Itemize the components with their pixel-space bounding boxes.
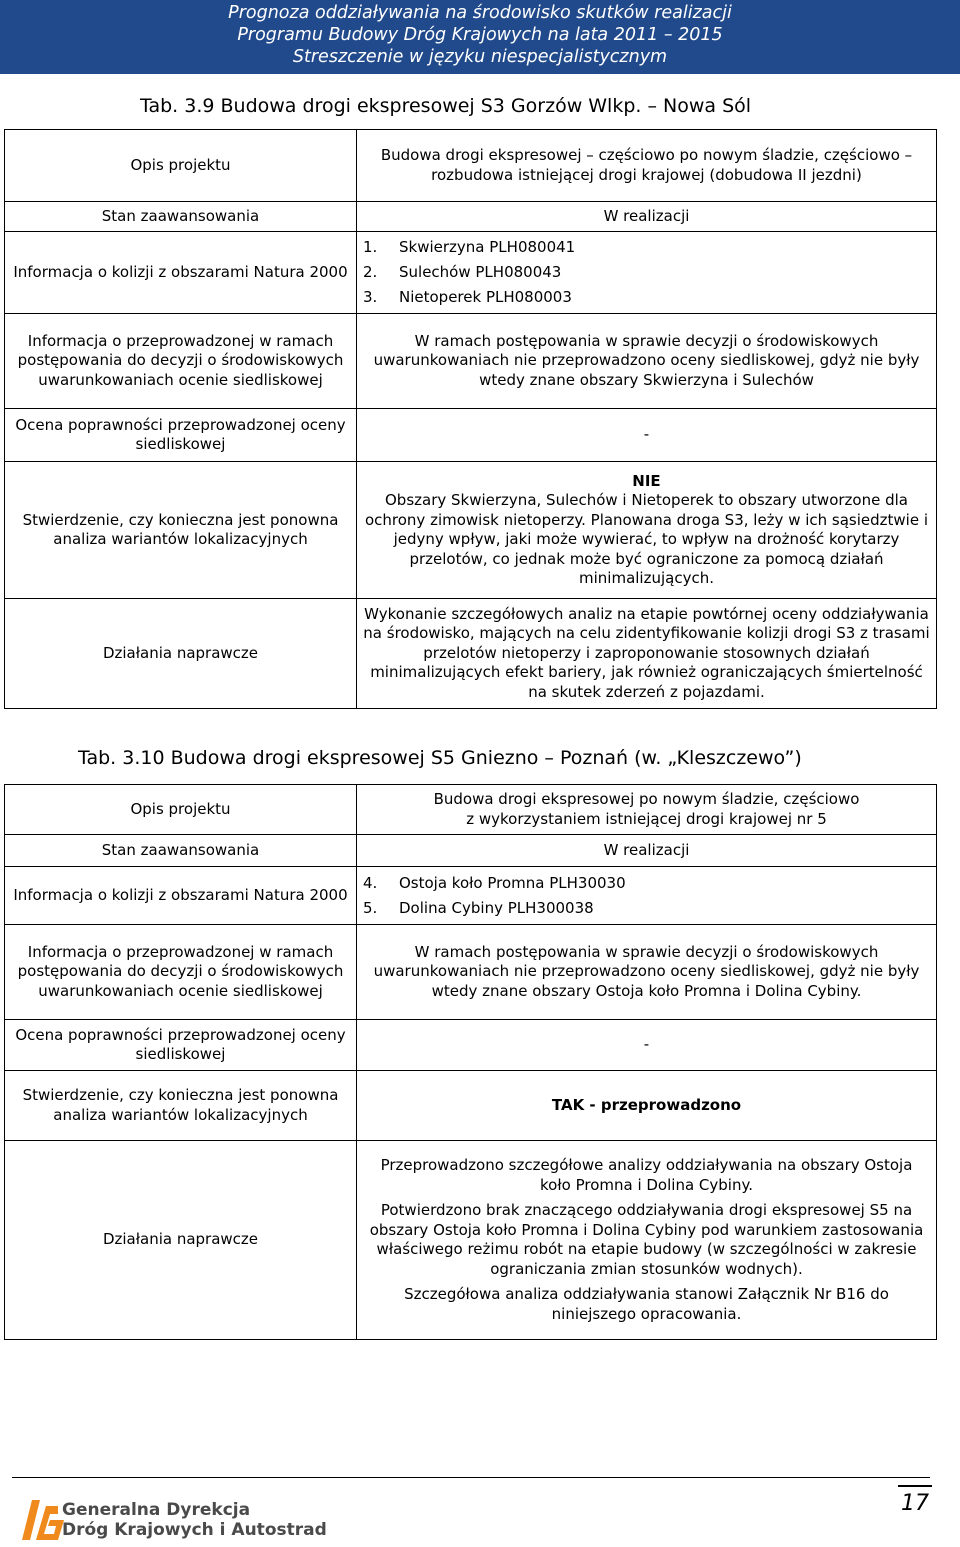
row-label: Stan zaawansowania [5, 202, 357, 232]
table-row [5, 314, 937, 409]
row-label: Informacja o przeprowadzonej w ramach postępowania do decyzji o środowiskowych uwarunkowaniach ocenie siedliskowej [5, 925, 357, 1020]
table-row [5, 867, 937, 925]
row-value: Wykonanie szczegółowych analiz na etapie powtórnej oceny oddziaływania na środowisko, mających na celu zidentyfikowanie kolizji drogi S3 z trasami przelotów nietoperzy i zaproponowanie stosownych działań minimalizujących efekt bariery, jak również ograniczających śmiertelność na skutek zderzeń z pojazdami. [357, 599, 937, 709]
logo-line-2: Dróg Krajowych i Autostrad [62, 1520, 327, 1540]
natura-list [363, 235, 930, 310]
row-label: Informacja o kolizji z obszarami Natura 2000 [5, 232, 357, 314]
row-value: Budowa drogi ekspresowej po nowym śladzie, częściowo z wykorzystaniem istniejącej drogi krajowej nr 5 [357, 785, 937, 835]
table-row [5, 1020, 937, 1071]
row-label: Informacja o kolizji z obszarami Natura 2000 [5, 867, 357, 925]
logo-wordmark [62, 1500, 327, 1540]
table-1 [4, 129, 937, 709]
header-line-1: Prognoza oddziaływania na środowisko skutków realizacji [228, 3, 732, 23]
natura-list [363, 871, 930, 921]
row-label: Stan zaawansowania [5, 835, 357, 867]
table-row [5, 1071, 937, 1141]
row-label: Stwierdzenie, czy konieczna jest ponowna analiza wariantów lokalizacyjnych [5, 462, 357, 599]
logo-line-1: Generalna Dyrekcja [62, 1500, 251, 1520]
table-row [5, 785, 937, 835]
row-label: Stwierdzenie, czy konieczna jest ponowna analiza wariantów lokalizacyjnych [5, 1071, 357, 1141]
paragraph: Przeprowadzono szczegółowe analizy oddziaływania na obszary Ostoja koło Promna i Dolina Cybiny. [380, 1156, 913, 1194]
list-item: 2. Sulechów PLH080043 [363, 263, 562, 281]
row-label: Działania naprawcze [5, 599, 357, 709]
header-line-3: Streszczenie w języku niespecjalistycznym [292, 47, 668, 67]
row-label: Ocena poprawności przeprowadzonej oceny siedliskowej [5, 1020, 357, 1071]
row-value: - [357, 1020, 937, 1071]
row-label: Informacja o przeprowadzonej w ramach postępowania do decyzji o środowiskowych uwarunkowaniach ocenie siedliskowej [5, 314, 357, 409]
row-value: TAK - przeprowadzono [357, 1071, 937, 1141]
table-row [5, 409, 937, 462]
header-line-2: Programu Budowy Dróg Krajowych na lata 2011 – 2015 [237, 25, 723, 45]
row-value: W ramach postępowania w sprawie decyzji o środowiskowych uwarunkowaniach nie przeprowadzono oceny siedliskowej, gdyż nie były wtedy znane obszary Ostoja koło Promna i Dolina Cybiny. [357, 925, 937, 1020]
row-label: Ocena poprawności przeprowadzonej oceny siedliskowej [5, 409, 357, 462]
row-value [357, 462, 937, 599]
row-value [357, 1141, 937, 1340]
footer-rule [12, 1477, 930, 1478]
row-label: Opis projektu [5, 130, 357, 202]
row-value: W realizacji [357, 835, 937, 867]
table-2 [4, 784, 937, 1340]
answer-text: Obszary Skwierzyna, Sulechów i Nietoperek to obszary utworzone dla ochrony zimowisk nietoperzy. Planowana droga S3, leży w ich sąsiedztwie i jedyny wpływ, jaki może wywierać, to wpływ na drożność korytarzy przelotów, co jednak może być ograniczone za pomocą działań minimalizujących. [364, 491, 929, 587]
row-value [357, 867, 937, 925]
table-row [5, 925, 937, 1020]
list-item: 5. Dolina Cybiny PLH300038 [363, 898, 594, 917]
table-row [5, 232, 937, 314]
row-value: Budowa drogi ekspresowej – częściowo po nowym śladzie, częściowo – rozbudowa istniejącej drogi krajowej (dobudowa II jezdni) [357, 130, 937, 202]
table-row [5, 1141, 937, 1340]
page-number: 17 [898, 1485, 932, 1517]
answer-no: NIE [632, 471, 661, 490]
paragraph: Szczegółowa analiza oddziaływania stanowi Załącznik Nr B16 do niniejszego opracowania. [404, 1285, 889, 1323]
list-item: 4. Ostoja koło Promna PLH30030 [363, 873, 626, 892]
list-item: 1. Skwierzyna PLH080041 [363, 238, 576, 256]
row-value: - [357, 409, 937, 462]
list-item: 3. Nietoperek PLH080003 [363, 288, 572, 306]
table-row [5, 462, 937, 599]
document-header [0, 0, 960, 74]
row-label: Działania naprawcze [5, 1141, 357, 1340]
row-value [357, 232, 937, 314]
paragraph: Potwierdzono brak znaczącego oddziaływania drogi ekspresowej S5 na obszary Ostoja koło Promna i Dolina Cybiny pod warunkiem zastosowania właściwego reżimu robót na etapie budowy (w szczególności w zakresie ograniczania zmian stosunków wodnych). [369, 1201, 924, 1278]
row-label: Opis projektu [5, 785, 357, 835]
table-1-title: Tab. 3.9 Budowa drogi ekspresowej S3 Gorzów Wlkp. – Nowa Sól [140, 95, 752, 117]
table-row [5, 599, 937, 709]
table-row [5, 202, 937, 232]
table-row [5, 130, 937, 202]
row-value: W ramach postępowania w sprawie decyzji o środowiskowych uwarunkowaniach nie przeprowadzono oceny siedliskowej, gdyż nie były wtedy znane obszary Skwierzyna i Sulechów [357, 314, 937, 409]
row-value: W realizacji [357, 202, 937, 232]
table-2-title: Tab. 3.10 Budowa drogi ekspresowej S5 Gniezno – Poznań (w. „Kleszczewo”) [78, 747, 802, 769]
table-row [5, 835, 937, 867]
